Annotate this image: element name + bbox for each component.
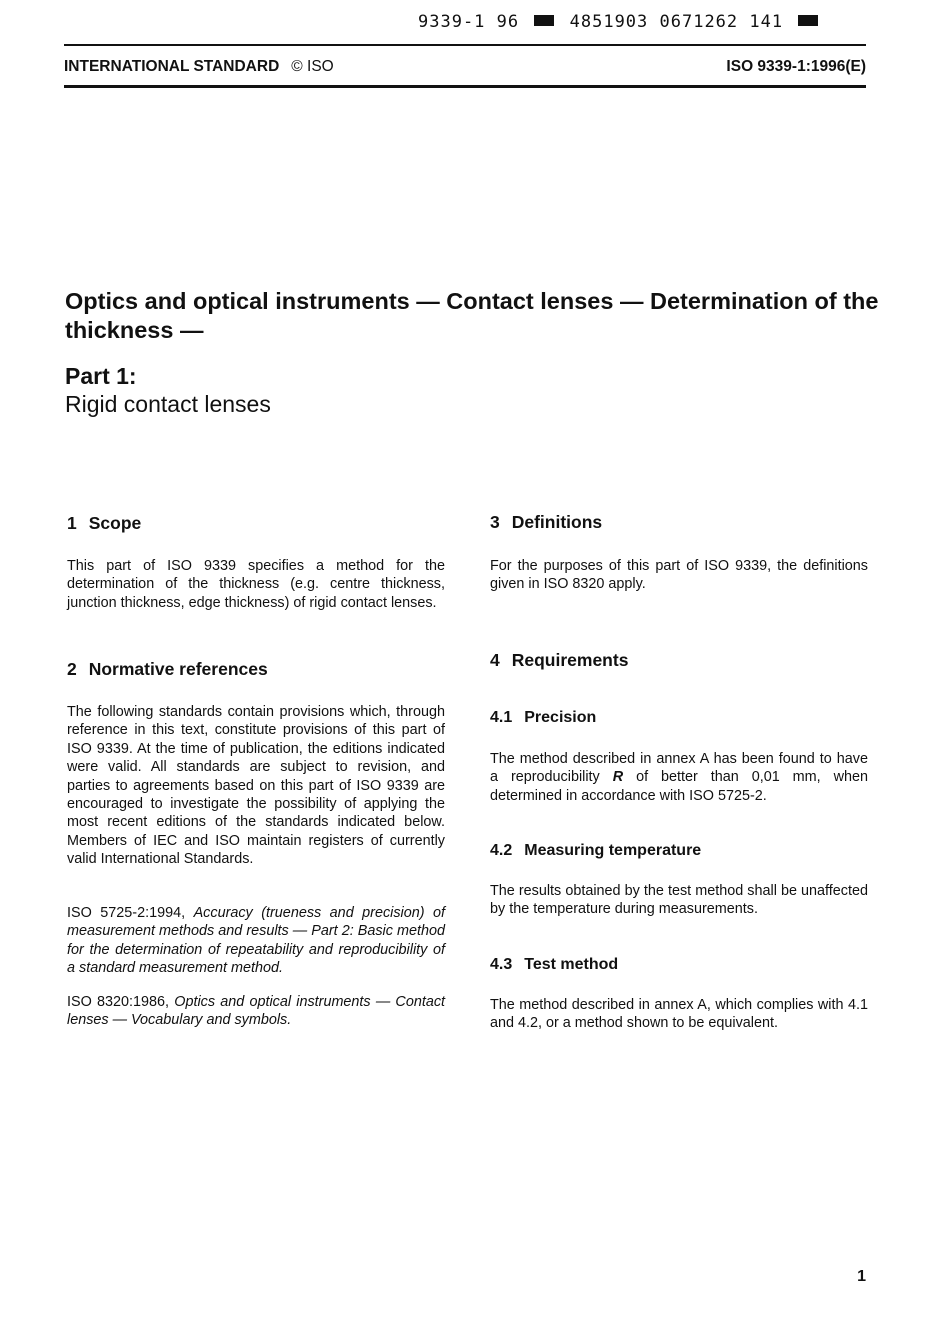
reference-code: ISO 5725-2:1994, <box>67 905 186 921</box>
subsection-number: 4.3 <box>490 956 513 973</box>
header-document-id: ISO 9339-1:1996(E) <box>726 58 866 75</box>
scope-text: This part of ISO 9339 specifies a method for the determination of the thickness (e.g. centre thickness, junction thickness, edge thickness) of rigid contact lenses. <box>67 558 445 611</box>
section-definitions-heading <box>490 512 602 533</box>
section-scope-heading <box>67 513 141 534</box>
precision-text-a: The method described in annex A has been found to have a reproducibility <box>490 751 868 786</box>
section-title: Requirements <box>511 650 629 670</box>
reproducibility-symbol: R <box>612 769 624 786</box>
scan-block-mark-end <box>798 15 818 26</box>
reference-code: ISO 8320:1986, <box>67 994 170 1010</box>
scan-block-mark <box>534 15 554 26</box>
reference-iso8320 <box>67 993 445 1030</box>
scan-code-part1: 9339-1 96 <box>418 12 520 32</box>
header-standard-label: INTERNATIONAL STANDARD <box>64 58 280 75</box>
definitions-text: For the purposes of this part of ISO 9339, the definitions given in ISO 8320 apply. <box>490 558 868 593</box>
temperature-text: The results obtained by the test method shall be unaffected by the temperature during measurements. <box>490 883 868 918</box>
part-name: Rigid contact lenses <box>65 391 271 417</box>
normative-text: The following standards contain provisions which, through reference in this text, constitute provisions of this part of ISO 9339. At the time of publication, the editions indicated were valid. All standards are subject to revision, and parties to agreements based on this part of ISO 9339 are encouraged to investigate the possibility of applying the most recent editions of the standards indicated below. Members of IEC and ISO maintain registers of currently valid International Standards. <box>67 704 445 868</box>
header-rule-top <box>64 44 866 46</box>
section-number: 3 <box>490 512 500 532</box>
section-number: 1 <box>67 513 77 533</box>
header-copyright: © ISO <box>291 58 334 75</box>
subsection-number: 4.2 <box>490 842 513 859</box>
header-left <box>64 58 334 76</box>
reference-title: Accuracy (trueness and precision) of measurement methods and results — Part 2: Basic method for the determination of repeatability and reproducibility of a standard measurement method. <box>67 905 446 977</box>
subsection-temperature-heading <box>490 842 701 860</box>
section-requirements-heading <box>490 650 628 671</box>
subsection-number: 4.1 <box>490 709 513 726</box>
subsection-precision-heading <box>490 709 596 727</box>
reference-iso5725 <box>67 904 445 978</box>
subsection-test-method-heading <box>490 956 618 974</box>
test-method-text: The method described in annex A, which complies with 4.1 and 4.2, or a method shown to be equivalent. <box>490 997 868 1032</box>
section-title: Scope <box>88 513 142 533</box>
section-title: Definitions <box>511 512 603 532</box>
section-number: 4 <box>490 650 500 670</box>
header-rule-bottom <box>64 85 866 88</box>
reference-title: Optics and optical instruments — Contact lenses — Vocabulary and symbols. <box>67 994 446 1029</box>
scan-code <box>418 12 822 32</box>
scan-code-part2: 4851903 0671262 141 <box>569 12 784 32</box>
subsection-title: Precision <box>524 709 597 726</box>
subsection-title: Test method <box>524 956 619 973</box>
section-title: Normative references <box>88 659 268 679</box>
section-number: 2 <box>67 659 77 679</box>
precision-text <box>490 750 868 805</box>
section-normative-heading <box>67 659 268 680</box>
precision-text-b: of better than 0,01 mm, when determined in accordance with ISO 5725-2. <box>490 769 869 804</box>
document-title: Optics and optical instruments — Contact lenses — Determination of the thickness — <box>65 288 879 343</box>
subsection-title: Measuring temperature <box>524 842 702 859</box>
part-number: Part 1: <box>65 363 137 389</box>
page-number: 1 <box>857 1268 866 1285</box>
